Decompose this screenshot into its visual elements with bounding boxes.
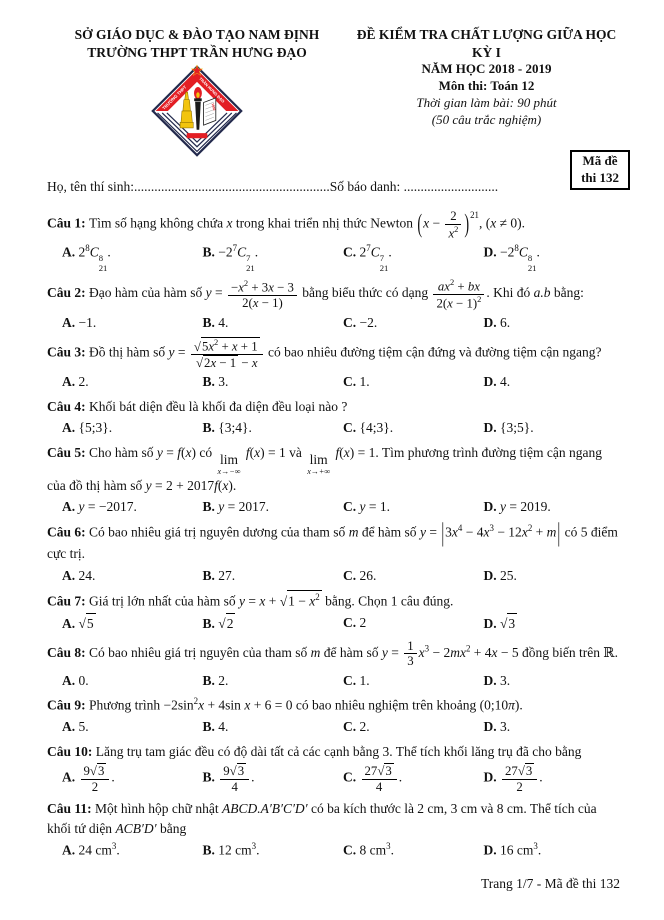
question-7	[47, 590, 620, 634]
math-limit: lim x→+∞	[307, 452, 331, 476]
math-var: y	[500, 499, 506, 515]
subject-line: Môn thi: Toán 12	[438, 77, 535, 93]
answer-option-D: D. $\frac{27√3}{2}$ .	[483, 764, 543, 794]
math-var: ACB′D′	[115, 820, 157, 836]
answer-key: B.	[202, 769, 219, 785]
question-text: Câu 6: Có bao nhiêu giá trị nguyên dương của tham số m để hàm số $y = |3x^4 - 4x^3 - 12x^2 + m|$ có 5 điểm cực trị.	[47, 522, 620, 564]
math-var: C	[237, 244, 247, 260]
answer-key: C.	[343, 314, 360, 330]
answer-key: C.	[343, 420, 360, 436]
math-big-delimiter: (	[417, 209, 423, 240]
answer-option-D: D. {3;5}.	[483, 420, 534, 436]
school-logo-emblem	[147, 64, 247, 158]
question-text: Câu 10: Lăng trụ tam giác đều có độ dài tất cả các cạnh bằng 3. Thể tích khối lăng trụ đã cho bằng	[47, 743, 582, 759]
math-var: f	[177, 444, 182, 460]
math-sup: 3	[424, 643, 430, 654]
math-var: π	[508, 697, 515, 713]
math-var: x	[238, 280, 244, 295]
math-var: C	[89, 244, 99, 260]
math-sqrt: √3	[377, 764, 392, 779]
math-fraction: $\frac{9√3}{2}$	[81, 763, 110, 794]
answer-option-B: B. $-2^7C$ 7 21 .	[202, 243, 259, 273]
math-fraction: $\frac{√5x^2 + x + 1}{√2x - 1 - x}$	[191, 337, 263, 370]
math-var: x	[343, 444, 350, 460]
answer-option-A	[62, 613, 199, 634]
math-sup: 3	[533, 841, 538, 852]
math-var: y	[381, 644, 388, 660]
answer-options	[47, 372, 620, 392]
math-var: y	[205, 285, 212, 301]
answer-option-A: A. 0.	[62, 672, 89, 688]
answer-options	[47, 613, 620, 634]
math-sqrt: √3	[517, 764, 533, 779]
math-var: x	[226, 215, 233, 231]
answer-option-C: C. 2	[343, 615, 367, 631]
answer-key: A.	[62, 842, 79, 858]
question-3	[47, 337, 620, 392]
math-var: y	[419, 524, 426, 540]
question-5	[47, 443, 620, 517]
student-name-dotted-line: ..........................................................	[134, 178, 330, 194]
math-var: x	[244, 697, 251, 713]
math-sqrt: √5	[79, 613, 96, 634]
header	[47, 26, 620, 164]
answer-key: D.	[483, 567, 500, 583]
answer-option-C: C. y = 1.	[343, 499, 390, 515]
math-var: x	[447, 296, 453, 311]
math-limit: lim x→−∞	[217, 452, 241, 476]
answer-key: C.	[343, 567, 360, 583]
logo-year-text: 1956	[210, 102, 217, 112]
answer-option-A: A. −1.	[62, 314, 97, 330]
math-sqrt: √3	[229, 764, 245, 779]
logo-ribbon	[187, 133, 208, 138]
math-var: x	[448, 225, 455, 240]
header-left	[47, 26, 347, 164]
answer-key: C.	[343, 615, 360, 631]
question-text: Câu 11: Một hình hộp chữ nhật ABCD.A′B′C′D′ có ba kích thước là 2 cm, 3 cm và 8 cm. Thể tích của khối tứ diện ACB′D′ bằng	[47, 801, 597, 836]
question-text: Câu 4: Khối bát diện đều là khối đa diện đều loại nào ?	[47, 398, 348, 414]
answer-key: D.	[483, 842, 500, 858]
math-var: x	[222, 477, 229, 493]
school-logo	[47, 64, 347, 164]
math-sqrt: √2x − 1	[196, 355, 237, 370]
math-sqrt: $√5x^2 + x + 1$	[193, 337, 258, 354]
answer-key: B.	[202, 672, 219, 688]
answer-key: A.	[62, 769, 79, 785]
answer-options	[47, 763, 620, 794]
answer-key: D.	[483, 244, 500, 260]
math-sup: 3	[386, 841, 391, 852]
answer-key: B.	[202, 244, 219, 260]
answer-option-C: C. 8 $cm^3$.	[343, 841, 394, 858]
answer-key: A.	[62, 719, 79, 735]
answer-option-A: A. 2.	[62, 374, 89, 390]
math-sup: 2	[527, 523, 533, 534]
question-label: Câu 6:	[47, 524, 90, 540]
answer-key: D.	[483, 420, 500, 436]
answer-option-C: C. {4;3}.	[343, 420, 394, 436]
answer-option-D: D. y = 2019.	[483, 499, 551, 515]
exam-code-line1: Mã đề	[582, 153, 618, 168]
answer-key: A.	[62, 567, 79, 583]
math-var: x	[521, 524, 528, 540]
math-fraction: $\frac{27√3}{4}$	[362, 763, 397, 794]
answer-key: A.	[62, 420, 79, 436]
answer-option-B: B. 3.	[202, 374, 229, 390]
math-sup: 2	[465, 643, 471, 654]
question-1	[47, 209, 620, 273]
math-sup: 2	[449, 277, 455, 288]
school-name: TRƯỜNG THPT TRẦN HƯNG ĐẠO	[87, 44, 307, 60]
math-var: y	[359, 499, 366, 515]
student-id-label: Số báo danh:	[329, 178, 404, 194]
answer-key: A.	[62, 499, 79, 515]
math-var: y	[168, 344, 175, 360]
math-var: m	[348, 524, 359, 540]
math-sup: 7	[232, 243, 238, 254]
question-text: Câu 8: Có bao nhiêu giá trị nguyên của tham số m để hàm số y = $\frac{1}{3}$ $x^3 - 2mx^2 + 4x - 5$ đồng biến trên ℝ.	[47, 638, 618, 669]
student-id-dotted-line: ............................	[403, 178, 499, 194]
math-var: x	[483, 524, 490, 540]
answer-options	[47, 497, 620, 517]
answer-option-B: B. 27.	[202, 567, 236, 583]
math-var: x	[208, 339, 215, 354]
math-var: f	[332, 444, 340, 460]
answer-options	[47, 840, 620, 860]
math-supsub: 7 21	[379, 252, 389, 273]
math-fraction: $\frac{9√3}{4}$	[220, 763, 249, 794]
math-var: y	[239, 593, 245, 609]
question-2	[47, 278, 620, 332]
answer-key: C.	[343, 719, 360, 735]
math-supsub: 7 21	[246, 252, 255, 273]
answer-option-C: C. −2.	[343, 314, 378, 330]
math-var: y	[78, 499, 85, 515]
question-10	[47, 742, 620, 794]
answer-option-B: B. 4.	[202, 314, 229, 330]
math-var: x	[309, 593, 316, 609]
math-big-delimiter: |	[441, 518, 445, 549]
question-count-line: (50 câu trắc nghiệm)	[431, 111, 542, 127]
math-sqrt: $√1 - x^2$	[280, 590, 322, 611]
answer-key: D.	[483, 374, 500, 390]
question-label: Câu 10:	[47, 743, 96, 759]
math-big-delimiter: )	[464, 209, 470, 240]
answer-option-D: D. 25.	[483, 567, 517, 583]
answer-option-B: B. {3;4}.	[202, 420, 252, 436]
math-supsub: 8 21	[527, 252, 537, 273]
answer-key: D.	[483, 499, 500, 515]
school-year: NĂM HỌC 2018 - 2019	[421, 61, 552, 77]
answer-option-A: A. 24.	[62, 567, 96, 583]
answer-key: D.	[483, 616, 500, 632]
math-var: f	[242, 444, 250, 460]
math-sup: 2	[315, 592, 320, 603]
question-label: Câu 11:	[47, 801, 96, 817]
answer-option-D	[484, 613, 621, 634]
answer-option-A: A. 5.	[62, 719, 89, 735]
math-fraction: $\frac{-x^2 + 3x - 3}{2(x - 1)}$	[228, 279, 297, 310]
question-label: Câu 8:	[47, 644, 90, 660]
math-var: x	[418, 644, 425, 660]
math-sup: 2	[477, 294, 482, 305]
answer-key: D.	[483, 719, 500, 735]
question-text: Câu 5: Cho hàm số y = f(x) có lim x→−∞ f(x) = 1 và lim x→+∞ f(x) = 1. Tìm phương trình đường tiệm cận ngang của đồ thị hàm số y = 2 + 2017f(x).	[47, 444, 603, 493]
answer-option-B: B. 4.	[202, 719, 229, 735]
math-var: C	[370, 244, 380, 260]
answer-key: B.	[202, 374, 219, 390]
math-var: x	[210, 355, 217, 370]
answer-key: B.	[202, 567, 219, 583]
math-var: y	[145, 477, 152, 493]
answer-key: C.	[343, 499, 360, 515]
answer-options	[47, 418, 620, 438]
student-name-label: Họ, tên thí sinh:	[47, 178, 134, 194]
answer-option-A: A. 24 $cm^3$.	[62, 841, 120, 858]
answer-option-C: C. 2.	[343, 719, 370, 735]
answer-key: A.	[62, 616, 79, 632]
question-text: Câu 7: Giá trị lớn nhất của hàm số $y = x + √1 - x^2$ bằng. Chọn 1 câu đúng.	[47, 590, 620, 611]
answer-option-D: D. 4.	[483, 374, 511, 390]
answer-option-B	[203, 613, 340, 634]
question-label: Câu 1:	[47, 215, 90, 231]
answer-option-B: B. 12 $cm^3$.	[202, 841, 260, 858]
math-sup: 3	[111, 841, 117, 852]
answer-key: C.	[343, 374, 360, 390]
question-label: Câu 3:	[47, 344, 90, 360]
questions-list	[47, 209, 620, 860]
answer-key: D.	[483, 769, 500, 785]
question-6	[47, 518, 620, 585]
math-var: C	[518, 244, 528, 260]
answer-option-C: C. 1.	[343, 374, 370, 390]
math-var: y	[218, 499, 225, 515]
answer-option-A: A. y = −2017.	[62, 499, 137, 515]
answer-option-D: D. 3.	[483, 719, 511, 735]
logo-arc-text-left: TRƯỜNG THPT	[161, 84, 188, 111]
answer-option-B: B. $\frac{9√3}{4}$ .	[202, 764, 255, 794]
math-var: x	[198, 697, 205, 713]
question-11	[47, 799, 620, 860]
math-var: a.b	[533, 285, 551, 301]
math-fraction: $\frac{27√3}{2}$	[502, 763, 537, 794]
answer-key: D.	[483, 672, 500, 688]
question-label: Câu 4:	[47, 398, 90, 414]
math-var: x	[490, 215, 497, 231]
answer-key: C.	[343, 842, 360, 858]
math-var: y	[156, 444, 163, 460]
header-right	[353, 26, 620, 164]
math-sup: 8	[514, 243, 519, 254]
math-var: bx	[467, 279, 480, 294]
math-sup: 2	[193, 696, 199, 707]
math-var: ax	[437, 279, 450, 294]
answer-option-B: B. 2.	[202, 672, 229, 688]
exam-code-line2: thi 132	[581, 169, 619, 185]
math-sup: 8	[85, 243, 90, 254]
answer-option-A: A. {5;3}.	[62, 420, 113, 436]
answer-key: B.	[202, 420, 219, 436]
answer-key: A.	[62, 314, 79, 330]
answer-options	[47, 566, 620, 586]
math-var: m	[546, 524, 557, 540]
math-var: x	[185, 444, 192, 460]
math-var: x	[451, 524, 458, 540]
answer-key: B.	[202, 314, 219, 330]
answer-key: B.	[202, 842, 219, 858]
answer-options	[47, 242, 620, 273]
question-8	[47, 639, 620, 690]
math-var: ABCD.A′B′C′D′	[221, 801, 308, 817]
answer-key: A.	[62, 672, 79, 688]
question-text: Câu 3: Đồ thị hàm số y = $\frac{√5x^2 + x + 1}{√2x - 1 - x}$ có bao nhiêu đường tiệm cận đứng và đường tiệm cận ngang?	[47, 337, 602, 370]
logo-arc-text-right: TRẦN HƯNG ĐẠO	[198, 76, 226, 104]
math-fraction: $\frac{ax^2 + bx}{2(x - 1)^2}$	[433, 278, 484, 310]
answer-option-D: D. 16 $cm^3$.	[483, 841, 542, 858]
question-label: Câu 7:	[47, 593, 90, 609]
math-sup: 7	[366, 243, 371, 254]
math-var: m	[310, 644, 321, 660]
answer-options	[47, 313, 620, 333]
math-fraction: $\frac{2}{x^2}$	[445, 209, 461, 240]
answer-option-C: C. $2^7C$ 7 21 .	[343, 243, 392, 273]
question-text: Câu 9: Phương trình $-2\sin^2x + 4\sin$ x + 6 = 0 có bao nhiêu nghiệm trên khoảng (0;10π).	[47, 696, 523, 713]
answer-key: A.	[62, 374, 79, 390]
page-footer: Trang 1/7 - Mã đề thi 132	[481, 876, 620, 892]
exam-title: ĐỀ KIỂM TRA CHẤT LƯỢNG GIỮA HỌC KỲ I	[356, 27, 617, 60]
exam-code-box	[570, 150, 630, 190]
answer-option-D: D. 3.	[483, 672, 511, 688]
math-var: x	[231, 339, 238, 354]
math-big-delimiter: |	[557, 518, 561, 549]
math-sup: 3	[251, 841, 257, 852]
answer-option-B: B. y = 2017.	[202, 499, 270, 515]
answer-key: C.	[343, 769, 360, 785]
question-4	[47, 397, 620, 438]
math-sqrt: √3	[89, 764, 105, 779]
math-sup: 2	[243, 278, 249, 289]
math-sup: 2	[214, 337, 219, 348]
duration-line: Thời gian làm bài: 90 phút	[416, 94, 557, 110]
math-sup: 3	[489, 523, 494, 534]
question-label: Câu 9:	[47, 697, 90, 713]
answer-option-A: A. $2^8C$ 8 21 .	[62, 243, 111, 273]
question-label: Câu 2:	[47, 285, 90, 301]
student-info-line	[47, 177, 620, 197]
answer-option-C: C. $\frac{27√3}{4}$ .	[343, 764, 403, 794]
answer-key: B.	[202, 616, 219, 632]
answer-option-C: C. 26.	[343, 567, 377, 583]
math-exp: 21	[470, 210, 479, 221]
answer-option-C: C. 1.	[343, 672, 370, 688]
answer-options	[47, 717, 620, 737]
math-sqrt: √3	[500, 613, 517, 634]
logo-book-icon	[204, 98, 217, 125]
answer-option-D: D. $-2^8C$ 8 21 .	[483, 243, 540, 273]
math-var: x	[259, 593, 266, 609]
math-sqrt: √2	[218, 613, 235, 634]
department-name: SỞ GIÁO DỤC & ĐÀO TẠO NAM ĐỊNH	[74, 27, 320, 42]
math-var: f	[214, 477, 218, 493]
answer-options	[47, 671, 620, 691]
math-var: x	[268, 280, 274, 295]
answer-option-D: D. 6.	[483, 314, 511, 330]
question-9	[47, 695, 620, 737]
answer-key: B.	[202, 719, 219, 735]
answer-key: A.	[62, 244, 79, 260]
answer-key: D.	[483, 314, 500, 330]
math-var: mx	[450, 644, 466, 660]
answer-key: C.	[343, 244, 360, 260]
math-var: x	[252, 295, 259, 310]
question-label: Câu 5:	[47, 444, 90, 460]
math-sup: 4	[457, 523, 463, 534]
question-text: Câu 2: Đạo hàm của hàm số y = $\frac{-x^2 + 3x - 3}{2(x - 1)}$ bằng biểu thức có dạng $\frac{ax^2 + bx}{2(x - 1)^2}$ . Khi đó a.b bằng:	[47, 277, 584, 311]
math-var: x	[491, 644, 498, 660]
math-var: x	[423, 215, 430, 231]
math-var: x	[254, 444, 261, 460]
math-sup: 2	[454, 223, 459, 234]
math-supsub: 8 21	[98, 252, 108, 273]
answer-key: B.	[202, 499, 219, 515]
math-var: x	[251, 355, 258, 370]
answer-option-A: A. $\frac{9√3}{2}$ .	[62, 764, 115, 794]
math-fraction: $\frac{1}{3}$	[404, 639, 416, 669]
question-text: Câu 1: Tìm số hạng không chứa x trong khai triển nhị thức Newton (x − $\frac{2}{x^2}$ )$^{21}$, (x ≠ 0).	[47, 209, 620, 240]
answer-key: C.	[343, 672, 360, 688]
